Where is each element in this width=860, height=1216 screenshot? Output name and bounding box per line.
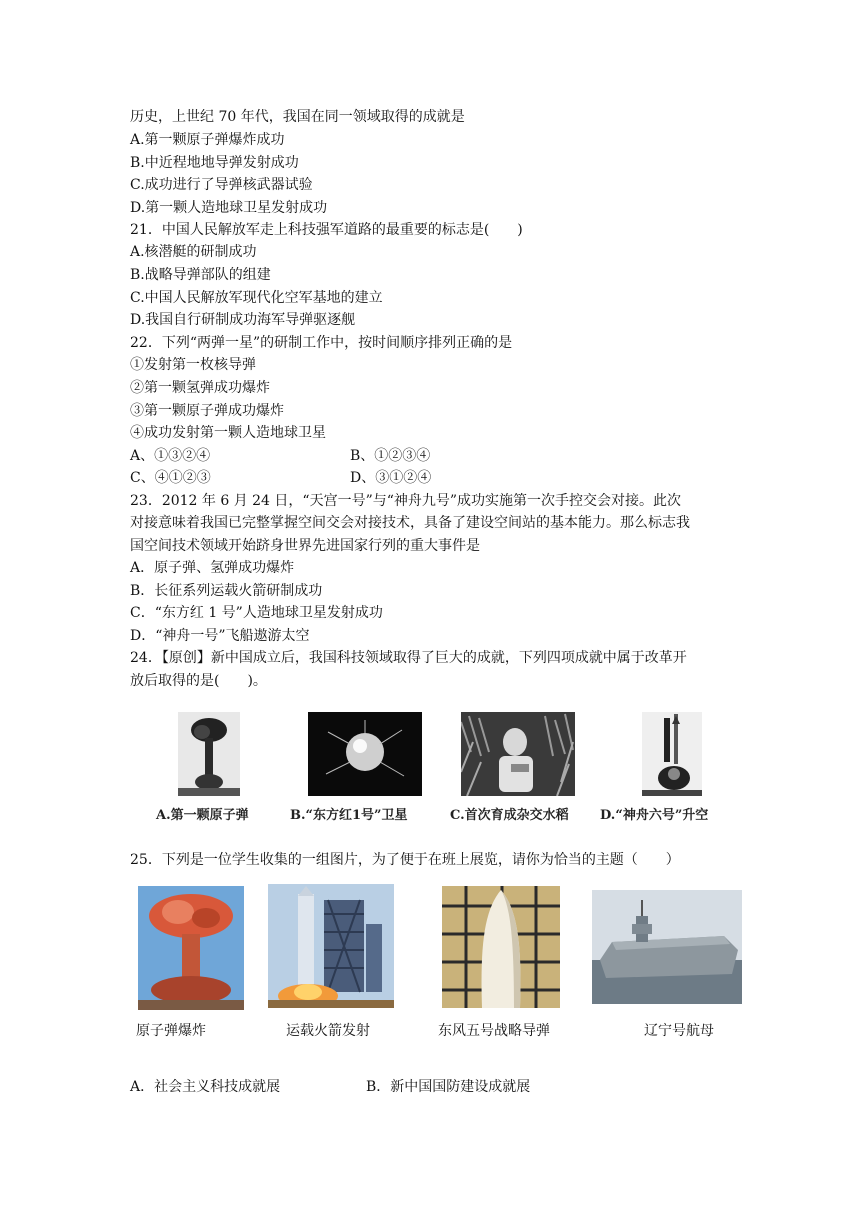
q24-image-hybrid-rice: [461, 712, 575, 796]
q23-stem-line-3: 国空间技术领域开始跻身世界先进国家行列的重大事件是: [130, 538, 480, 554]
q22-option-c: C、④①②③: [130, 470, 211, 486]
q23-option-d: D．“神舟一号”飞船遨游太空: [130, 628, 310, 644]
q20-option-d: D.第一颗人造地球卫星发射成功: [130, 200, 328, 216]
q24-image-satellite: [308, 712, 422, 796]
q24-caption-c: C.首次育成杂交水稻: [450, 808, 569, 823]
q21-option-a: A.核潜艇的研制成功: [130, 244, 257, 260]
q25-option-a: A．社会主义科技成就展: [130, 1079, 281, 1095]
q24-stem-line-2: 放后取得的是( )。: [130, 673, 267, 689]
q24-caption-d: D.“神舟六号”升空: [600, 808, 709, 823]
q22-options-row-1: [130, 445, 750, 467]
q22-item-4: ④成功发射第一颗人造地球卫星: [130, 425, 326, 441]
q25-caption-4: 辽宁号航母: [644, 1023, 714, 1039]
q22-item-2: ②第一颗氢弹成功爆炸: [130, 380, 270, 396]
q22-options-row-2: [130, 467, 750, 489]
q25-option-b: B．新中国国防建设成就展: [366, 1079, 531, 1095]
q22-option-a: A、①③②④: [130, 448, 211, 464]
q25-image-mushroom-cloud: [138, 886, 244, 1010]
q24-image-shenzhou-launch: [642, 712, 702, 796]
q24-stem-line-1: 24．【原创】新中国成立后，我国科技领域取得了巨大的成就，下列四项成就中属于改革开: [130, 650, 687, 666]
q20-option-c: C.成功进行了导弹核武器试验: [130, 177, 313, 193]
q23-stem-line-2: 对接意味着我国已完整掌握空间交会对接技术，具备了建设空间站的基本能力。那么标志我: [130, 515, 690, 531]
q21-option-b: B.战略导弹部队的组建: [130, 267, 271, 283]
q24-image-atomic-bomb: [178, 712, 240, 796]
q22-item-1: ①发射第一枚核导弹: [130, 357, 256, 373]
q20-option-a: A.第一颗原子弹爆炸成功: [130, 132, 285, 148]
q25-stem: 25．下列是一位学生收集的一组图片，为了便于在班上展览，请你为恰当的主题（ ）: [130, 852, 680, 868]
q23-option-a: A．原子弹、氢弹成功爆炸: [130, 560, 295, 576]
q21-option-c: C.中国人民解放军现代化空军基地的建立: [130, 290, 383, 306]
q23-stem-line-1: 23．2012 年 6 月 24 日，“天宫一号”与“神舟九号”成功实施第一次手控交会对接。此次: [130, 493, 682, 509]
q23-option-c: C．“东方红 1 号”人造地球卫星发射成功: [130, 605, 383, 621]
q22-stem: 22．下列“两弹一星”的研制工作中，按时间顺序排列正确的是: [130, 335, 513, 351]
q25-image-aircraft-carrier: [592, 890, 742, 1004]
q25-caption-2: 运载火箭发射: [286, 1023, 370, 1039]
q22-option-b: B、①②③④: [350, 448, 431, 464]
q21-option-d: D.我国自行研制成功海军导弹驱逐舰: [130, 312, 356, 328]
q24-caption-a: A.第一颗原子弹: [156, 808, 249, 823]
q25-image-rocket-launch: [268, 884, 394, 1008]
q20-stem-tail: 历史，上世纪 70 年代，我国在同一领域取得的成就是: [130, 109, 465, 125]
q25-options-row: [130, 1076, 750, 1098]
q21-stem: 21．中国人民解放军走上科技强军道路的最重要的标志是( ): [130, 222, 523, 238]
q25-figure: [130, 880, 750, 1050]
q25-caption-1: 原子弹爆炸: [136, 1023, 206, 1039]
q24-caption-b: B.“东方红1号”卫星: [290, 808, 408, 823]
q25-caption-3: 东风五号战略导弹: [438, 1023, 550, 1039]
q20-option-b: B.中近程地地导弹发射成功: [130, 155, 299, 171]
q25-image-df5-missile: [442, 886, 560, 1008]
q22-option-d: D、③①②④: [350, 470, 432, 486]
q22-item-3: ③第一颗原子弹成功爆炸: [130, 403, 284, 419]
q24-figure: [148, 708, 748, 828]
q23-option-b: B．长征系列运载火箭研制成功: [130, 583, 323, 599]
